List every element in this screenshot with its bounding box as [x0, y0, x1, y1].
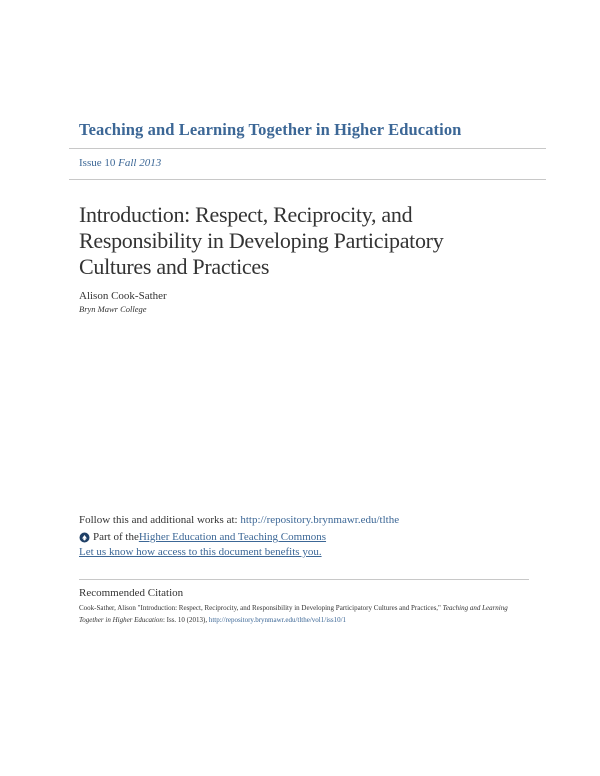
divider-issue: [69, 179, 546, 180]
benefit-link[interactable]: Let us know how access to this document benefits you.: [79, 546, 322, 558]
citation-heading: Recommended Citation: [79, 587, 184, 599]
benefit-line: [79, 546, 322, 558]
citation-part2: : Iss. 10 (2013),: [162, 616, 209, 624]
citation-text: [79, 602, 529, 626]
follow-line: [79, 514, 399, 526]
issue-season[interactable]: Fall 2013: [118, 157, 162, 169]
partof-prefix: Part of the: [93, 531, 139, 543]
divider-top: [69, 148, 546, 149]
repository-link[interactable]: http://repository.brynmawr.edu/tlthe: [240, 514, 400, 526]
divider-citation: [79, 579, 529, 580]
citation-journal: Teaching and Learning Together in Higher Education: [79, 604, 508, 624]
journal-title[interactable]: Teaching and Learning Together in Higher Education: [79, 120, 462, 139]
article-title: Introduction: Respect, Reciprocity, and Responsibility in Developing Participatory Cultures and Practices: [79, 202, 444, 279]
issue-number[interactable]: Issue 10: [79, 157, 116, 169]
citation-url[interactable]: http://repository.brynmawr.edu/tlthe/vol1/iss10/1: [208, 616, 347, 624]
author-name: Alison Cook-Sather: [79, 290, 167, 302]
issue-info: [79, 157, 161, 169]
author-affiliation: Bryn Mawr College: [79, 304, 147, 314]
bepress-commons-icon: [79, 532, 90, 543]
follow-prefix: Follow this and additional works at:: [79, 514, 241, 526]
commons-link[interactable]: Higher Education and Teaching Commons: [138, 531, 327, 543]
partof-line: [79, 531, 326, 543]
citation-part1: Cook-Sather, Alison "Introduction: Respect, Reciprocity, and Responsibility in Developing Participatory Cultures and Practices,": [79, 604, 443, 612]
